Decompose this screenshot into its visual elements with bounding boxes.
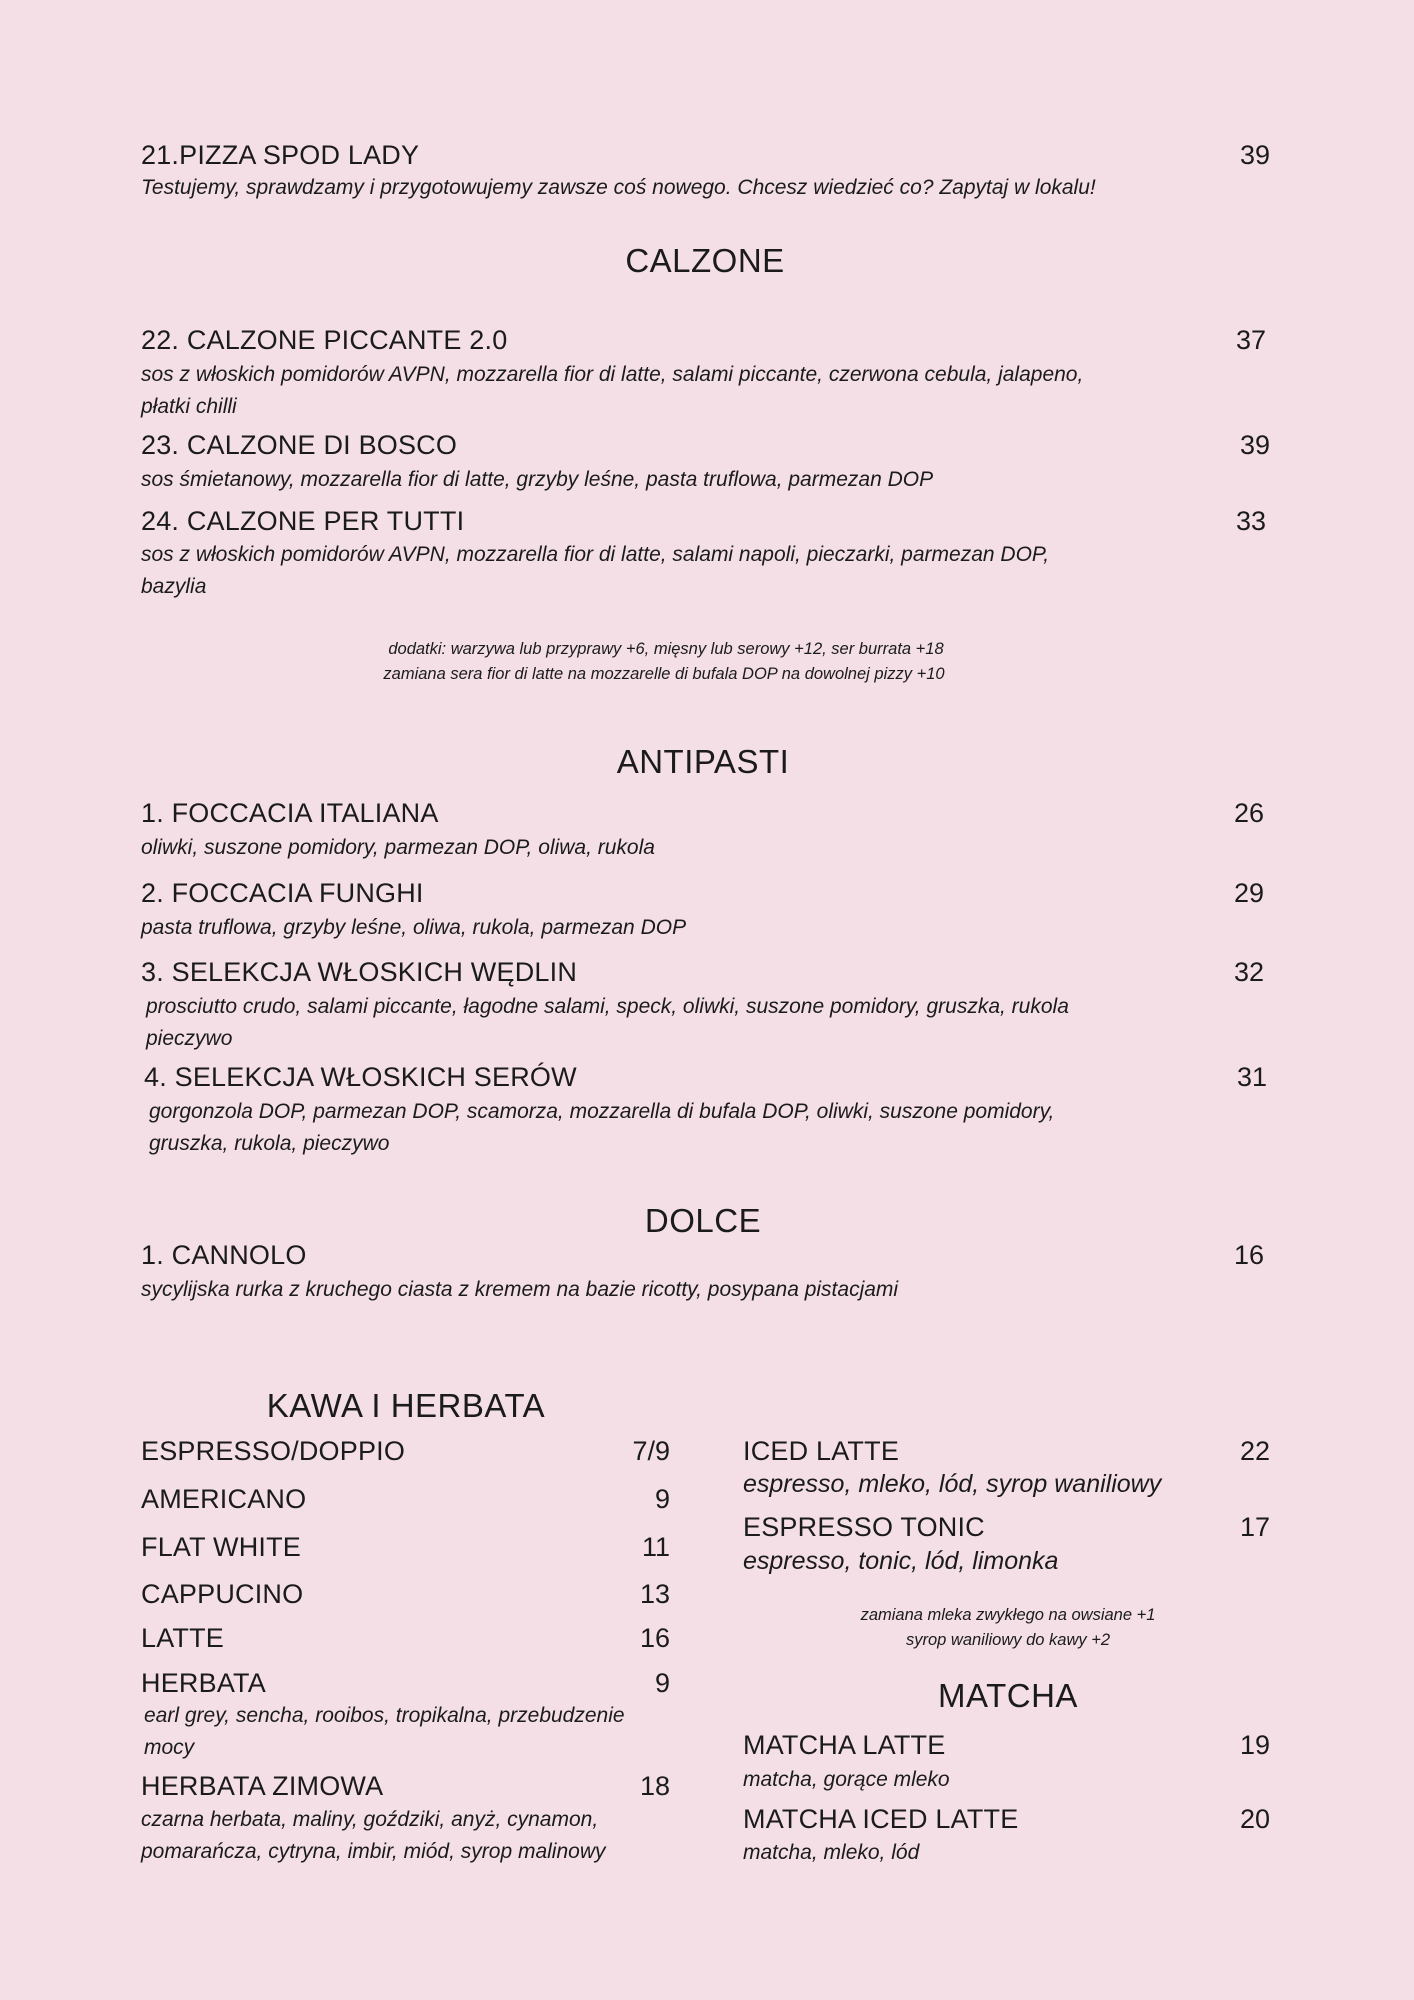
menu-item-price: 37 bbox=[1236, 325, 1267, 355]
menu-item-price: 19 bbox=[1240, 1730, 1271, 1760]
menu-item-name: AMERICANO bbox=[141, 1484, 307, 1514]
menu-item-price: 26 bbox=[1234, 798, 1265, 828]
section-title-matcha: MATCHA bbox=[938, 1677, 1078, 1714]
menu-item-name: HERBATA ZIMOWA bbox=[141, 1771, 384, 1801]
menu-item-price: 18 bbox=[639, 1771, 670, 1801]
menu-item-price: 39 bbox=[1240, 140, 1271, 170]
menu-item-description: prosciutto crudo, salami piccante, łagodne salami, speck, oliwki, suszone pomidory, gruszka, rukola bbox=[146, 995, 1069, 1018]
menu-item-name: CAPPUCINO bbox=[141, 1579, 304, 1609]
menu-item-name: 1. CANNOLO bbox=[141, 1240, 307, 1270]
menu-item-name: 3. SELEKCJA WŁOSKICH WĘDLIN bbox=[141, 957, 578, 987]
section-title-dolce: DOLCE bbox=[644, 1202, 762, 1239]
menu-item-price: 31 bbox=[1237, 1062, 1268, 1092]
addons-note: dodatki: warzywa lub przyprawy +6, mięsny lub serowy +12, ser burrata +18 bbox=[388, 640, 944, 658]
menu-item-description: oliwki, suszone pomidory, parmezan DOP, oliwa, rukola bbox=[141, 836, 655, 859]
menu-item-price: 33 bbox=[1236, 506, 1267, 536]
menu-item-name: MATCHA LATTE bbox=[743, 1730, 946, 1760]
menu-item-description: gruszka, rukola, pieczywo bbox=[149, 1132, 390, 1155]
menu-item-description: płatki chilli bbox=[141, 395, 237, 418]
menu-item-price: 13 bbox=[639, 1579, 670, 1609]
menu-item-description: earl grey, sencha, rooibos, tropikalna, przebudzenie bbox=[144, 1704, 625, 1727]
section-title-calzone: CALZONE bbox=[625, 242, 785, 279]
menu-item-name: 2. FOCCACIA FUNGHI bbox=[141, 878, 424, 908]
menu-item-name: HERBATA bbox=[141, 1668, 266, 1698]
menu-item-name: 21.PIZZA SPOD LADY bbox=[141, 140, 420, 170]
menu-item-description: sycylijska rurka z kruchego ciasta z kremem na bazie ricotty, posypana pistacjami bbox=[141, 1278, 899, 1301]
menu-item-name: 1. FOCCACIA ITALIANA bbox=[141, 798, 439, 828]
menu-item-description: sos śmietanowy, mozzarella fior di latte, grzyby leśne, pasta truflowa, parmezan DOP bbox=[141, 468, 934, 491]
menu-item-description: gorgonzola DOP, parmezan DOP, scamorza, mozzarella di bufala DOP, oliwki, suszone pomidory, bbox=[149, 1100, 1055, 1123]
menu-item-price: 29 bbox=[1234, 878, 1265, 908]
menu-item-name: 4. SELEKCJA WŁOSKICH SERÓW bbox=[144, 1062, 577, 1092]
menu-item-name: ICED LATTE bbox=[743, 1436, 900, 1466]
menu-item-price: 16 bbox=[639, 1623, 670, 1653]
menu-item-name: 24. CALZONE PER TUTTI bbox=[141, 506, 465, 536]
menu-item-description: Testujemy, sprawdzamy i przygotowujemy zawsze coś nowego. Chcesz wiedzieć co? Zapytaj w lokalu! bbox=[141, 176, 1096, 199]
menu-item-description: bazylia bbox=[141, 575, 207, 598]
menu-item-name: 23. CALZONE DI BOSCO bbox=[141, 430, 458, 460]
menu-item-description: mocy bbox=[144, 1736, 195, 1759]
menu-item-description: pieczywo bbox=[146, 1027, 233, 1050]
menu-item-description: matcha, gorące mleko bbox=[743, 1768, 950, 1791]
menu-item-price: 16 bbox=[1234, 1240, 1265, 1270]
menu-item-price: 20 bbox=[1240, 1804, 1271, 1834]
section-title-kawa: KAWA I HERBATA bbox=[266, 1387, 546, 1424]
menu-item-price: 39 bbox=[1240, 430, 1271, 460]
menu-item-price: 7/9 bbox=[632, 1436, 670, 1466]
menu-item-name: ESPRESSO/DOPPIO bbox=[141, 1436, 406, 1466]
menu-item-description: matcha, mleko, lód bbox=[743, 1841, 920, 1864]
menu-item-description: sos z włoskich pomidorów AVPN, mozzarella fior di latte, salami napoli, pieczarki, parmezan DOP, bbox=[141, 543, 1050, 566]
menu-item-price: 22 bbox=[1240, 1436, 1271, 1466]
menu-item-description: czarna herbata, maliny, goździki, anyż, cynamon, bbox=[141, 1808, 599, 1831]
menu-item-name: FLAT WHITE bbox=[141, 1532, 302, 1562]
menu-item-price: 9 bbox=[654, 1668, 670, 1698]
menu-item-description: sos z włoskich pomidorów AVPN, mozzarella fior di latte, salami piccante, czerwona cebula, jalapeno, bbox=[141, 363, 1084, 386]
menu-item-name: MATCHA ICED LATTE bbox=[743, 1804, 1019, 1834]
menu-item-price: 17 bbox=[1240, 1512, 1271, 1542]
coffee-note: zamiana mleka zwykłego na owsiane +1 bbox=[860, 1606, 1156, 1624]
menu-item-price: 9 bbox=[654, 1484, 670, 1514]
menu-item-name: LATTE bbox=[141, 1623, 225, 1653]
menu-item-price: 32 bbox=[1234, 957, 1265, 987]
menu-item-description: pomarańcza, cytryna, imbir, miód, syrop malinowy bbox=[141, 1840, 606, 1863]
menu-item-description: pasta truflowa, grzyby leśne, oliwa, rukola, parmezan DOP bbox=[141, 916, 687, 939]
menu-item-description: espresso, mleko, lód, syrop waniliowy bbox=[743, 1470, 1162, 1498]
menu-item-name: ESPRESSO TONIC bbox=[743, 1512, 985, 1542]
menu-item-description: espresso, tonic, lód, limonka bbox=[743, 1547, 1059, 1575]
addons-note: zamiana sera fior di latte na mozzarelle di bufala DOP na dowolnej pizzy +10 bbox=[383, 665, 945, 683]
section-title-antipasti: ANTIPASTI bbox=[616, 743, 790, 780]
coffee-note: syrop waniliowy do kawy +2 bbox=[905, 1631, 1111, 1649]
menu-item-price: 11 bbox=[641, 1532, 670, 1562]
menu-item-name: 22. CALZONE PICCANTE 2.0 bbox=[141, 325, 508, 355]
